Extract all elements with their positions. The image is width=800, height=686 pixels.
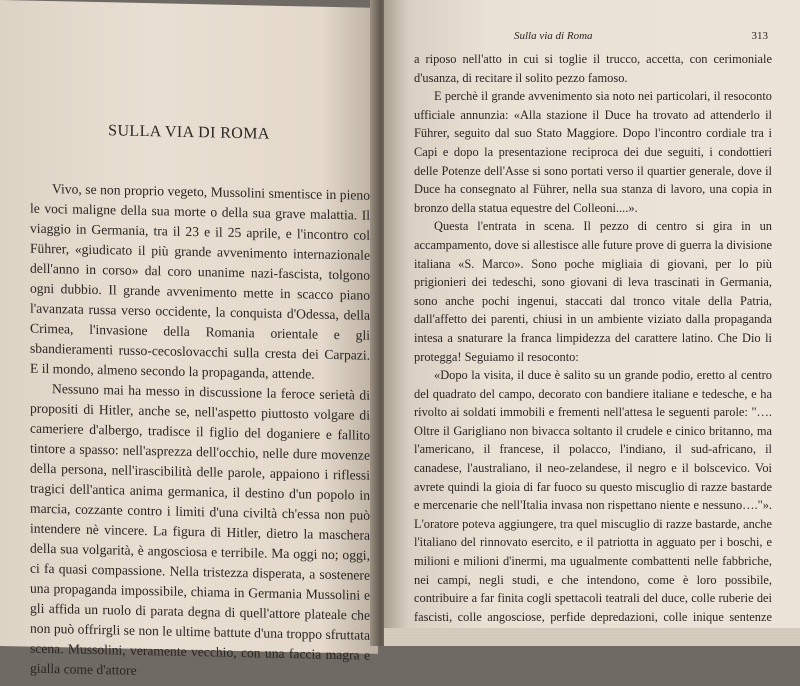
left-page — [0, 0, 378, 678]
paragraph: Questa l'entrata in scena. Il pezzo di centro si gira in un accampamento, dove si allestisce alle future prove di guerra la divisione italiana «S. Marco». Sono poche migliaia di giovani, per lo più prigionieri dei tedeschi, sono giovani di leva trascinati in Germania, sono anche pochi ingenui, staccati dal tronco vitale della Patria, dall'affetto dei parenti, chiusi in un ambiente viziato dalla propaganda intesa a snaturare la franca limpidezza del carattere latino. Che Dio li protegga! Seguiamo il resoconto: — [414, 219, 772, 364]
paragraph: E perchè il grande avvenimento sia noto nei particolari, il resoconto ufficiale annunzia: «Alla stazione il Duce ha trovato ad attenderlo il Führer, seguito dal suo Stato Maggiore. Dopo l'incontro cordiale tra i Capi e dopo la presentazione reciproca dei due seguiti, i condottieri delle Potenze dell'Asse si sono portati verso il quartier generale, dove il Duce ha consegnato al Führer, nella sua stanza di lavoro, una copia in bronzo della statua equestre del Colleoni....». — [414, 89, 772, 215]
page-header — [384, 30, 800, 46]
right-page-body — [414, 50, 772, 645]
paragraph: «Dopo la visita, il duce è salito su un grande podio, eretto al centro del quadrato del campo, decorato con bandiere italiane e tedesche, e ha rivolto ai soldati immobili e frementi nell'attesa le seguenti parole: "…. Oltre il Garigliano non bivacca soltanto il crudele e cinico britanno, ma l'americano, il francese, il polacco, l'indiano, il sud-africano, il canadese, l'australiano, il neo-zelandese, il negro e il bolscevico. Voi avrete quindi la gioia di far fuoco su questo miscuglio di razze bastarde e mercenarie che nell'Italia invasa non rispettano niente e nessuno…."». L'oratore poteva aggiungere, tra quel miscuglio di razze bastarde, anche l'italiano del rinnovato esercito, e il patriotta in agguato per i boschi, e milioni e milioni d'inermi, ma ugualmente combattenti nelle fabbriche, nei campi, negli studi, e che intendono, come è loro possibile, contribuire a far finita cogli spettacoli teatrali del duce, colle ruberie dei fascisti, colle angosciose, perfide depredazioni, colle inique sentenze — [414, 368, 772, 624]
page-number: 313 — [751, 30, 768, 42]
paragraph: Nessuno mai ha messo in discussione la feroce serietà di propositi di Hitler, anche se, nell'aspetto piuttosto volgare di cameriere d'albergo, tradisce il figlio del doganiere e fallito tintore a spasso: nell'asprezza dell'occhio, nelle dure movenze della persona, nell'irascibilità delle parole, appaiono i riflessi tragici dell'antica anima germanica, il destino d'un popolo in marcia, cozzante contro i limiti d'una civiltà ch'essa non può intendere nè vincere. La figura di Hitler, dietro la maschera della sua volgarità, è angosciosa e terribile. Ma oggi no; oggi, ci fa quasi compassione. Nella tristezza disperata, a sostenere una propaganda impossibile, chiama in Germania Mussolini e gli affida un ruolo di parata degna di quell'attore plateale che non può offrirgli se non le ultime battute d'una troppo sfruttata scena. Mussolini, veramente vecchio, con una faccia magra e gialla come d'attore — [30, 381, 370, 678]
page-stack-edge — [384, 628, 800, 646]
paragraph: a riposo nell'atto in cui si toglie il trucco, accetta, con cerimoniale d'usanza, di recitare il solito pezzo famoso. — [414, 52, 772, 85]
paragraph: Vivo, se non proprio vegeto, Mussolini smentisce in pieno le voci maligne della sua morte o della sua grave malattia. Il viaggio in Germania, tra il 23 e il 25 aprile, e l'incontro col Führer, «giudicato il più grande avvenimento internazionale dell'anno in corso» dal coro unanime nazi-fascista, tolgono ogni dubbio. Il grande avvenimento mette in scacco piano l'avanzata russa verso occidente, la conquista d'Odessa, della Crimea, l'invasione della Romania orientale e gli sbandieramenti russo-cecoslovacchi sulla cresta dei Carpazi. E il mondo, almeno secondo la propaganda, attende. — [30, 181, 370, 382]
right-page — [384, 0, 800, 646]
left-page-body — [30, 179, 370, 686]
running-head: Sulla via di Roma — [514, 30, 593, 42]
chapter-title: SULLA VIA DI ROMA — [108, 122, 270, 143]
